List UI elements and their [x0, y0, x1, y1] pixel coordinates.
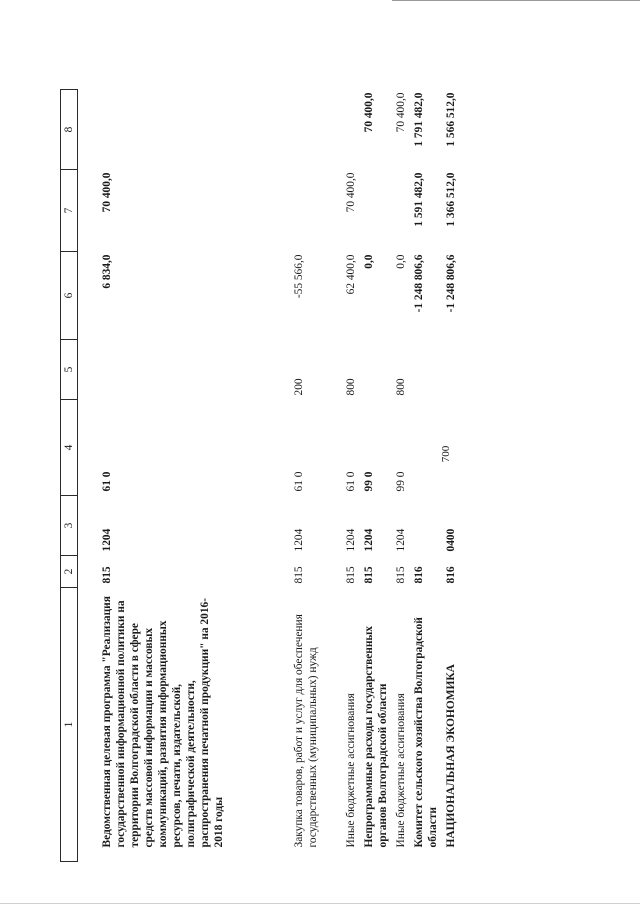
row-col-8: 1 566 512,0 — [445, 92, 457, 147]
row-col-2: 815 — [363, 566, 375, 584]
row-col-4: 61 0 — [293, 471, 305, 492]
row-col-6: 6 834,0 — [101, 254, 113, 289]
column-header-2: 2 — [61, 556, 78, 588]
row-col-7: 1 591 482,0 — [413, 172, 425, 227]
row-col-3: 1204 — [395, 528, 407, 552]
column-header-6: 6 — [61, 252, 78, 340]
table-row — [290, 90, 322, 862]
row-col-3: 1204 — [363, 528, 375, 552]
row-col-7 — [360, 170, 392, 252]
row-col-8: 1 791 482,0 — [413, 92, 425, 147]
row-name: Иные бюджетные ассигнования — [345, 693, 357, 848]
table-row — [98, 90, 228, 862]
row-col-4: 61 0 — [345, 471, 357, 492]
row-col-7: 1 366 512,0 — [445, 172, 457, 227]
row-col-6: -1 248 806,6 — [445, 254, 457, 313]
column-number-row — [61, 90, 78, 862]
row-col-3: 1204 — [101, 528, 113, 552]
page-number: 700 — [440, 445, 452, 463]
column-header-1: 1 — [61, 588, 78, 862]
row-col-5: 200 — [293, 378, 305, 396]
budget-table — [60, 89, 460, 862]
table-gap — [322, 90, 342, 862]
row-col-5 — [410, 340, 442, 400]
table-row — [360, 90, 392, 862]
row-col-4 — [410, 400, 442, 496]
row-col-2: 815 — [395, 566, 407, 584]
row-col-5: 800 — [395, 378, 407, 396]
budget-table-sheet — [60, 90, 590, 862]
row-col-2: 815 — [101, 566, 113, 584]
row-col-5 — [98, 340, 228, 400]
row-col-2: 816 — [413, 566, 425, 584]
row-col-4 — [442, 400, 460, 496]
column-header-7: 7 — [61, 170, 78, 252]
row-col-5: 800 — [345, 378, 357, 396]
table-row — [342, 90, 360, 862]
row-name: Ведомственная целевая программа "Реализация государственной информационной политики на территории Волгоградской области в сфере средств массовой информации и массовых коммуникаций, развития информационных ресурсов, печати, издательской, полиграфической деятельности, распространения печатной продукции" на 2016-2018 годы — [101, 596, 225, 848]
table-row — [410, 90, 442, 862]
table-gap — [228, 90, 290, 862]
row-col-5 — [442, 340, 460, 400]
row-col-5 — [360, 340, 392, 400]
row-col-7: 70 400,0 — [101, 172, 113, 213]
column-header-5: 5 — [61, 340, 78, 400]
row-col-8 — [290, 90, 322, 170]
row-col-8 — [342, 90, 360, 170]
row-col-6: 62 400,0 — [345, 254, 357, 295]
row-col-2: 816 — [445, 566, 457, 584]
row-col-2: 815 — [293, 566, 305, 584]
row-col-4: 99 0 — [363, 471, 375, 492]
row-col-6: -55 566,0 — [293, 254, 305, 299]
row-col-6: 0,0 — [395, 254, 407, 269]
row-col-8: 70 400,0 — [363, 92, 375, 133]
row-name: НАЦИОНАЛЬНАЯ ЭКОНОМИКА — [445, 664, 457, 848]
scan-bottom-line — [0, 903, 640, 904]
row-col-7: 70 400,0 — [345, 172, 357, 213]
row-col-6: 0,0 — [363, 254, 375, 269]
row-col-8: 70 400,0 — [395, 92, 407, 133]
table-row — [392, 90, 410, 862]
row-col-8 — [98, 90, 228, 170]
row-col-7 — [392, 170, 410, 252]
scan-edge-line — [392, 0, 640, 1]
row-col-4: 61 0 — [101, 471, 113, 492]
row-col-3: 1204 — [345, 528, 357, 552]
column-header-4: 4 — [61, 400, 78, 496]
row-name: Иные бюджетные ассигнования — [395, 693, 407, 848]
table-row — [442, 90, 460, 862]
row-col-3: 0400 — [445, 528, 457, 552]
column-header-3: 3 — [61, 496, 78, 556]
row-name: Непрограммные расходы государственных органов Волгоградской области — [363, 626, 389, 848]
row-col-2: 815 — [345, 566, 357, 584]
row-col-4: 99 0 — [395, 471, 407, 492]
row-col-6: -1 248 806,6 — [413, 254, 425, 313]
row-col-7 — [290, 170, 322, 252]
row-col-3 — [410, 496, 442, 556]
row-name: Комитет сельского хозяйства Волгоградской области — [413, 617, 439, 848]
row-name: Закупка товаров, работ и услуг для обеспечения государственных (муниципальных) нужд — [293, 614, 319, 848]
column-header-8: 8 — [61, 90, 78, 170]
row-col-3: 1204 — [293, 528, 305, 552]
table-gap — [78, 90, 99, 862]
